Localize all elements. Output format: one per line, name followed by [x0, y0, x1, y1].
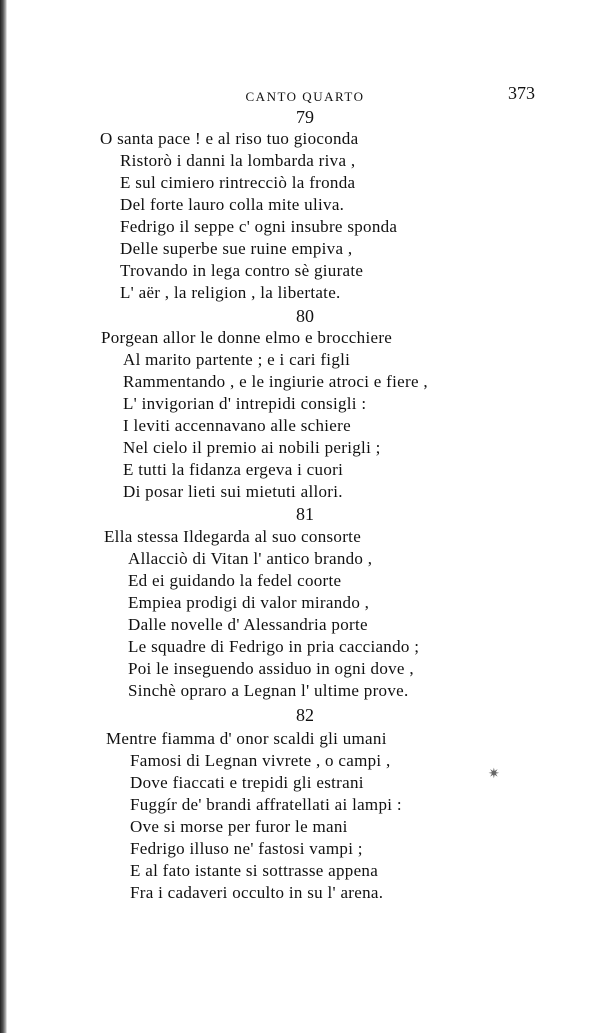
verse-line: Ove si morse per furor le mani	[130, 817, 348, 836]
verse-line: L' invigorian d' intrepidi consigli :	[123, 394, 367, 413]
page-number: 373	[508, 83, 535, 103]
verse-line: Nel cielo il premio ai nobili perigli ;	[123, 438, 381, 457]
verse-line: Di posar lieti sui mietuti allori.	[123, 482, 343, 501]
running-title: CANTO QUARTO	[245, 89, 365, 104]
verse-line: Ed ei guidando la fedel coorte	[128, 571, 342, 590]
verse-line: Fuggír de' brandi affratellati ai lampi :	[130, 795, 402, 814]
verse-line: Fedrigo il seppe c' ogni insubre sponda	[120, 217, 398, 236]
verse-line: E sul cimiero rintrecciò la fronda	[120, 173, 356, 192]
verse-line: Ristorò i danni la lombarda riva ,	[120, 151, 356, 170]
verse-line: E tutti la fidanza ergeva i cuori	[123, 460, 344, 479]
paper-blemish-mark: ✷	[488, 766, 500, 782]
verse-line: Del forte lauro colla mite uliva.	[120, 195, 345, 214]
verse-line: Fra i cadaveri occulto in su l' arena.	[130, 883, 384, 902]
verse-line: Poi le inseguendo assiduo in ogni dove ,	[128, 659, 414, 678]
verse-line: Dalle novelle d' Alessandria porte	[128, 615, 368, 634]
verse-line: L' aër , la religion , la libertate.	[120, 283, 341, 302]
verse-line: E al fato istante si sottrasse appena	[130, 861, 379, 880]
verse-line: Sinchè opraro a Legnan l' ultime prove.	[128, 681, 409, 700]
verse-line: Al marito partente ; e i cari figli	[123, 350, 351, 369]
stanza-number: 80	[296, 306, 314, 326]
verse-line: Mentre fiamma d' onor scaldi gli umani	[106, 729, 387, 748]
verse-line: Fedrigo illuso ne' fastosi vampi ;	[130, 839, 363, 858]
verse-line: Rammentando , e le ingiurie atroci e fiere ,	[123, 372, 428, 391]
verse-line: Ella stessa Ildegarda al suo consorte	[104, 527, 362, 546]
verse-line: Trovando in lega contro sè giurate	[120, 261, 364, 280]
verse-line: I leviti accennavano alle schiere	[123, 416, 351, 435]
verse-line: Dove fiaccati e trepidi gli estrani	[130, 773, 364, 792]
verse-line: Famosi di Legnan vivrete , o campi ,	[130, 751, 391, 770]
verse-line: O santa pace ! e al riso tuo gioconda	[100, 129, 359, 148]
verse-line: Empiea prodigi di valor mirando ,	[128, 593, 370, 612]
verse-line: Allacciò di Vitan l' antico brando ,	[128, 549, 373, 568]
verse-line: Delle superbe sue ruine empiva ,	[120, 239, 353, 258]
stanza-number: 81	[296, 504, 314, 524]
verse-line: Porgean allor le donne elmo e brocchiere	[101, 328, 393, 347]
verse-line: Le squadre di Fedrigo in pria cacciando ;	[128, 637, 420, 656]
stanza-number: 82	[296, 705, 314, 725]
stanza-number: 79	[296, 107, 314, 127]
